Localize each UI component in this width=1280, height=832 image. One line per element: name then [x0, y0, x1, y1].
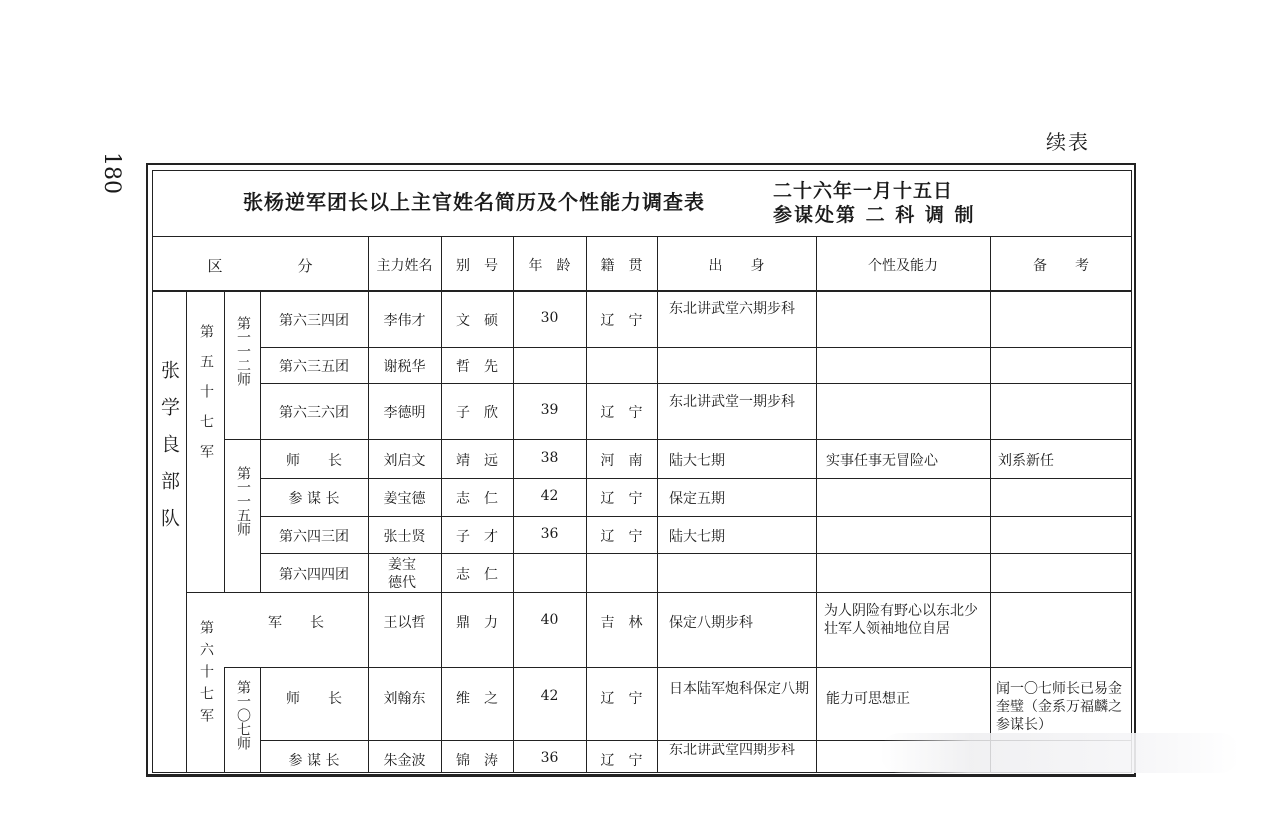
origin-cell: 辽 宁	[600, 529, 643, 545]
column-header: 出 身	[708, 258, 765, 274]
scan-smudge	[880, 733, 1240, 773]
origin-cell: 辽 宁	[600, 691, 643, 707]
grid-line	[224, 290, 225, 592]
age-cell: 40	[540, 612, 559, 628]
grid-line	[260, 516, 1132, 517]
unit-cell: 第六四三团	[279, 529, 349, 545]
column-header: 年 龄	[528, 258, 571, 274]
unit-cell: 第六三六团	[279, 405, 349, 421]
grid-line	[260, 290, 261, 592]
background-cell: 保定五期	[669, 491, 725, 507]
army-label: 第六十七军	[198, 620, 214, 730]
name-cell: 姜宝德代	[388, 557, 416, 591]
name-cell: 谢税华	[383, 359, 426, 375]
background-cell: 东北讲武堂六期步科	[669, 301, 795, 317]
origin-cell: 辽 宁	[600, 753, 643, 769]
alias-cell: 维 之	[456, 691, 498, 707]
name-cell: 王以哲	[383, 615, 426, 631]
division-label: 第一一五师	[235, 466, 251, 536]
unit-cell: 师 长	[286, 691, 342, 707]
table-maker: 参谋处第 二 科 调 制	[773, 204, 976, 226]
origin-cell: 河 南	[600, 453, 643, 469]
age-cell: 38	[540, 450, 559, 466]
column-header: 别 号	[456, 258, 498, 274]
ability-cell: 实事任事无冒险心	[826, 453, 938, 469]
army-label: 第五十七军	[198, 324, 214, 474]
age-cell: 30	[540, 310, 559, 326]
name-cell: 张士贤	[383, 529, 426, 545]
background-cell: 东北讲武堂一期步科	[669, 394, 795, 410]
alias-cell: 文 硕	[456, 313, 498, 329]
column-header: 区 分	[207, 257, 313, 275]
name-cell: 刘翰东	[383, 691, 426, 707]
background-cell: 保定八期步科	[669, 615, 753, 631]
group-label: 张学良部队	[158, 360, 180, 545]
alias-cell: 锦 涛	[456, 753, 498, 769]
background-cell: 日本陆军炮科保定八期	[669, 681, 809, 697]
alias-cell: 鼎 力	[456, 615, 498, 631]
unit-cell: 参 谋 长	[288, 491, 340, 507]
alias-cell: 哲 先	[456, 359, 498, 375]
origin-cell: 辽 宁	[600, 405, 643, 421]
page-number: 180	[99, 152, 124, 194]
grid-line	[152, 236, 1132, 237]
origin-cell: 辽 宁	[600, 313, 643, 329]
grid-line	[657, 236, 658, 773]
grid-line	[260, 347, 1132, 348]
column-header: 籍 贯	[600, 258, 643, 274]
background-cell: 陆大七期	[669, 453, 725, 469]
unit-cell: 第六三四团	[279, 313, 349, 329]
grid-line	[260, 478, 1132, 479]
division-label: 第一〇七师	[235, 680, 251, 750]
unit-cell: 第六四四团	[279, 567, 349, 583]
remarks-cell: 刘系新任	[998, 453, 1054, 469]
alias-cell: 靖 远	[456, 453, 498, 469]
name-cell: 姜宝德	[383, 491, 426, 507]
alias-cell: 子 欣	[456, 405, 498, 421]
table-title: 张杨逆军团长以上主官姓名简历及个性能力调查表	[243, 190, 705, 214]
column-header: 个性及能力	[868, 258, 938, 274]
grid-line	[990, 236, 991, 773]
background-cell: 东北讲武堂四期步科	[669, 743, 795, 758]
column-header: 备 考	[1033, 258, 1089, 274]
age-cell: 42	[540, 688, 559, 704]
grid-line	[224, 439, 1132, 440]
age-cell: 36	[540, 526, 559, 542]
remarks-cell: 闻一〇七师长已易金奎璧（金系万福麟之参谋长）	[996, 681, 1122, 733]
grid-line	[224, 667, 1132, 668]
grid-line	[816, 236, 817, 773]
age-cell: 36	[540, 750, 559, 766]
unit-cell: 军 长	[268, 615, 324, 631]
grid-line	[260, 553, 1132, 554]
grid-line	[224, 667, 225, 773]
origin-cell: 吉 林	[600, 615, 643, 631]
unit-cell: 第六三五团	[279, 359, 349, 375]
ability-cell: 为人阴险有野心以东北少壮军人领袖地位自居	[824, 603, 978, 637]
alias-cell: 志 仁	[456, 567, 498, 583]
origin-cell: 辽 宁	[600, 491, 643, 507]
name-cell: 朱金波	[383, 753, 426, 769]
background-cell: 陆大七期	[669, 529, 725, 545]
grid-line	[186, 290, 187, 773]
age-cell: 39	[540, 402, 559, 418]
name-cell: 刘启文	[383, 453, 426, 469]
grid-line	[260, 383, 1132, 384]
division-label: 第一一二师	[235, 316, 251, 386]
continued-label: 续表	[1046, 130, 1090, 154]
column-header: 主力姓名	[376, 258, 433, 274]
grid-line	[152, 290, 1132, 292]
unit-cell: 参 谋 长	[288, 753, 340, 769]
alias-cell: 志 仁	[456, 491, 498, 507]
unit-cell: 师 长	[286, 453, 342, 469]
alias-cell: 子 才	[456, 529, 498, 545]
table-date: 二十六年一月十五日	[773, 180, 954, 202]
age-cell: 42	[540, 488, 559, 504]
name-cell: 李伟才	[383, 313, 426, 329]
name-cell: 李德明	[383, 405, 426, 421]
ability-cell: 能力可思想正	[826, 691, 910, 707]
